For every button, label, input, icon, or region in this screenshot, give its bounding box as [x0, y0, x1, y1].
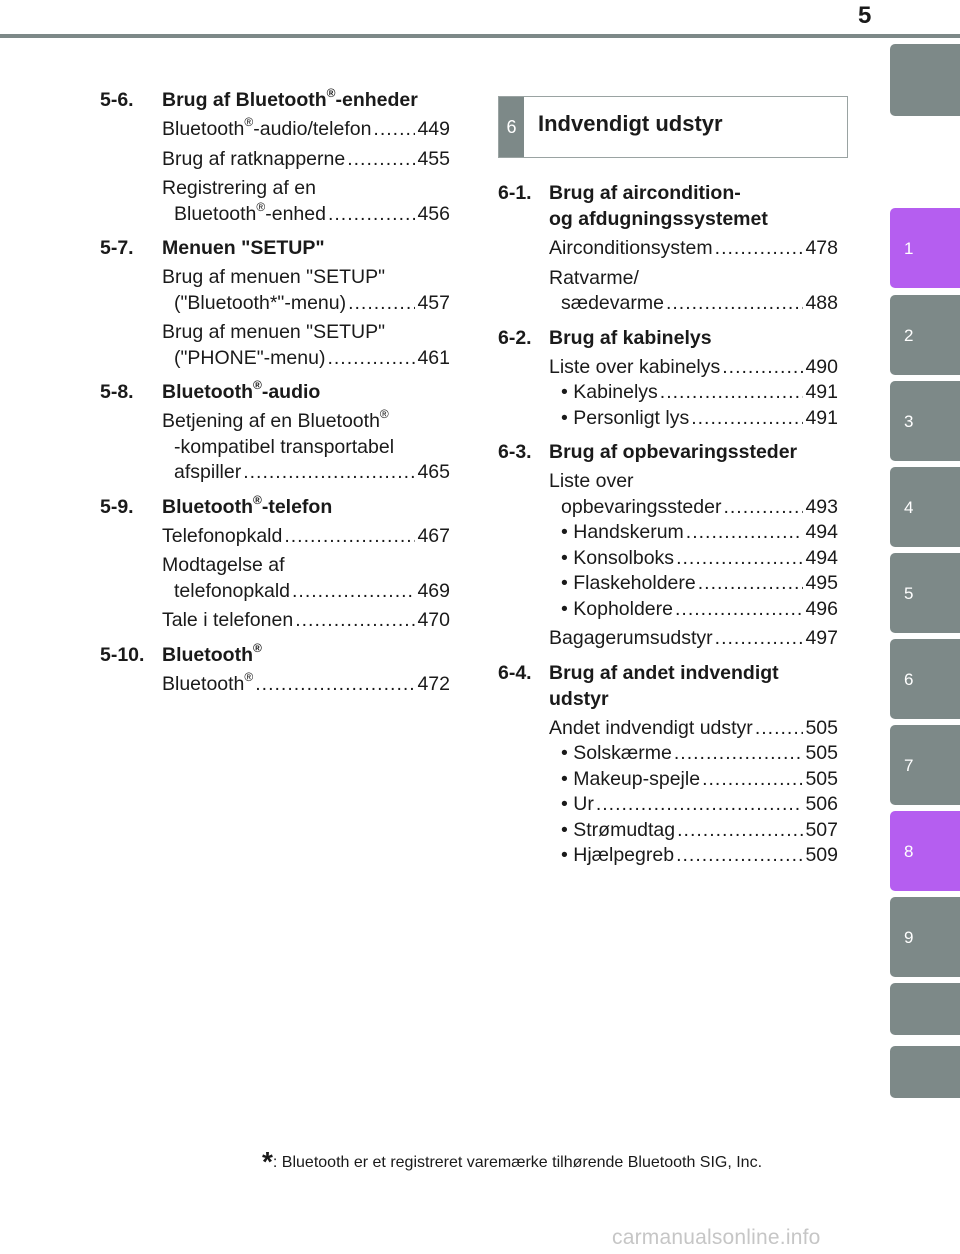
toc-entry-line — [162, 409, 450, 435]
chapter-tab-7[interactable]: 7 — [890, 725, 960, 805]
toc-section — [498, 660, 838, 869]
toc-entry[interactable] — [162, 608, 450, 634]
entry-page-number: 505 — [805, 767, 838, 790]
toc-entry-line — [549, 236, 838, 262]
entry-label: • Solskærme — [561, 742, 672, 764]
chapter-tab-4[interactable]: 4 — [890, 467, 960, 547]
section-heading[interactable] — [100, 87, 450, 113]
entry-label: • Kopholdere — [561, 597, 673, 620]
toc-entry-line — [549, 380, 838, 406]
entry-label: -kompatibel transportabel — [174, 435, 395, 458]
page-number: 5 — [858, 2, 872, 29]
entry-page-number: 497 — [805, 627, 838, 649]
entry-label: Liste over kabinelys — [549, 355, 721, 378]
watermark: carmanualsonline.info — [612, 1226, 821, 1249]
toc-entry-line — [162, 147, 450, 173]
entry-page-number: 449 — [417, 118, 450, 140]
toc-entry-line — [549, 716, 838, 742]
dot-leader — [327, 346, 415, 372]
section-heading[interactable] — [100, 235, 450, 261]
entry-page-number: 505 — [805, 716, 838, 739]
dot-leader — [698, 571, 804, 597]
section-title: Bluetooth®-audio — [162, 378, 321, 403]
dot-leader — [676, 843, 803, 869]
toc-entry-line — [162, 524, 450, 550]
entry-page-number: 494 — [805, 546, 838, 569]
section-number: 6-2. — [498, 326, 532, 349]
chapter-tab-8[interactable]: 8 — [890, 811, 960, 891]
toc-section — [498, 325, 838, 432]
entry-page-number: 457 — [417, 291, 450, 314]
entry-label: Andet indvendigt udstyr — [549, 716, 753, 739]
section-heading[interactable] — [498, 660, 838, 712]
dot-leader — [660, 380, 804, 406]
toc-section — [100, 494, 450, 634]
dot-leader — [373, 117, 415, 143]
toc-section — [100, 379, 450, 486]
entry-label: • Handskerum — [561, 521, 684, 543]
toc-section — [100, 87, 450, 227]
entry-label: • Hjælpegreb — [561, 844, 675, 866]
entry-label: • Personligt lys — [561, 406, 690, 429]
chapter-tab-9[interactable]: 9 — [890, 897, 960, 977]
footnote — [262, 1146, 762, 1178]
entry-label: sædevarme — [561, 292, 664, 314]
entry-page-number: 509 — [805, 844, 838, 866]
entry-label: Ratvarme/ — [549, 266, 639, 289]
toc-entry-line — [549, 843, 838, 869]
entry-label: ("PHONE"-menu) — [174, 346, 326, 369]
entry-label: Bagagerumsudstyr — [549, 627, 713, 649]
dot-leader — [674, 741, 804, 767]
entry-label: Bluetooth®-audio/telefon — [162, 115, 372, 140]
toc-entry-line — [162, 117, 450, 143]
entry-label: Modtagelse af — [162, 554, 285, 576]
toc-entry-line — [549, 355, 838, 381]
toc-entry[interactable] — [549, 266, 838, 317]
dot-leader — [243, 460, 415, 486]
section-number: 6-3. — [498, 441, 532, 463]
toc-section — [100, 235, 450, 371]
dot-leader — [722, 355, 803, 381]
toc-section — [498, 180, 838, 317]
section-heading[interactable] — [498, 325, 838, 351]
toc-entry[interactable] — [162, 320, 450, 371]
entry-label: • Strømudtag — [561, 818, 676, 841]
entry-label: Brug af menuen "SETUP" — [162, 266, 386, 288]
dot-leader — [295, 608, 415, 634]
toc-entry[interactable] — [162, 176, 450, 227]
toc-entry-line — [162, 579, 450, 605]
section-title: Brug af aircondition- og afdugningssystemet — [549, 182, 768, 230]
toc-entry[interactable] — [162, 117, 450, 143]
toc-entry-line — [549, 406, 838, 432]
toc-entry-line — [549, 520, 838, 546]
toc-entry[interactable] — [549, 626, 838, 652]
toc-entry-line — [162, 553, 450, 579]
toc-entry-line — [549, 741, 838, 767]
toc-entry[interactable] — [162, 147, 450, 173]
entry-label: Bluetooth®-enhed — [174, 199, 326, 225]
toc-entry-line — [162, 291, 450, 317]
entry-label: afspiller — [174, 461, 242, 483]
toc-entry-line — [549, 626, 838, 652]
entry-label: • Makeup-spejle — [561, 767, 701, 790]
section-heading[interactable] — [100, 494, 450, 520]
toc-right-column — [498, 180, 838, 877]
dot-leader — [348, 291, 415, 317]
toc-entry-line — [162, 346, 450, 372]
toc-entry-line — [549, 266, 838, 292]
entry-page-number: 491 — [805, 381, 838, 403]
entry-page-number: 455 — [417, 147, 450, 170]
entry-page-number: 495 — [805, 572, 838, 594]
section-title: Bluetooth®-telefon — [162, 492, 333, 518]
toc-entry[interactable] — [549, 716, 838, 869]
entry-page-number: 505 — [805, 742, 838, 764]
entry-label: Registrering af en — [162, 177, 316, 199]
toc-entry-line — [549, 546, 838, 572]
chapter-tab-2[interactable]: 2 — [890, 295, 960, 375]
toc-entry-line — [549, 767, 838, 793]
toc-entry[interactable] — [162, 669, 450, 698]
chapter-tab-1[interactable]: 1 — [890, 208, 960, 288]
toc-entry-line — [162, 265, 450, 291]
section-number: 5-10. — [100, 643, 145, 666]
section-title: Bluetooth® — [162, 640, 262, 666]
entry-label: Liste over — [549, 470, 634, 492]
dot-leader — [676, 546, 803, 572]
toc-entry-line — [549, 597, 838, 623]
entry-label: • Ur — [561, 793, 594, 815]
dot-leader — [596, 792, 804, 818]
toc-entry-line — [549, 291, 838, 317]
chapter-tab-blank-10[interactable] — [890, 983, 960, 1035]
section-title: Brug af Bluetooth®-enheder — [162, 86, 418, 111]
toc-entry-line — [549, 571, 838, 597]
toc-entry-line — [549, 495, 838, 521]
toc-entry[interactable] — [162, 409, 450, 486]
dot-leader — [292, 579, 415, 605]
entry-page-number: 456 — [417, 202, 450, 225]
toc-entry[interactable] — [162, 524, 450, 550]
toc-entry-line — [162, 669, 450, 698]
entry-page-number: 488 — [805, 292, 838, 314]
toc-entry[interactable] — [549, 469, 838, 622]
dot-leader — [255, 672, 415, 698]
header-rule — [0, 34, 960, 38]
dot-leader — [677, 818, 803, 844]
section-heading[interactable] — [100, 642, 450, 668]
dot-leader — [755, 716, 804, 742]
chapter-tab-5[interactable]: 5 — [890, 553, 960, 633]
chapter-heading — [498, 96, 848, 158]
toc-section — [100, 642, 450, 698]
toc-entry-line — [162, 608, 450, 634]
entry-page-number: 507 — [805, 818, 838, 841]
dot-leader — [284, 524, 415, 550]
toc-entry-line — [549, 818, 838, 844]
toc-section — [498, 439, 838, 652]
entry-page-number: 478 — [805, 237, 838, 259]
section-number: 6-1. — [498, 182, 532, 204]
entry-label: • Flaskeholdere — [561, 572, 696, 594]
dot-leader — [702, 767, 803, 793]
dot-leader — [666, 291, 803, 317]
chapter-tab-6[interactable]: 6 — [890, 639, 960, 719]
entry-page-number: 491 — [805, 406, 838, 429]
toc-entry-line — [549, 792, 838, 818]
toc-entry-line — [162, 176, 450, 202]
dot-leader — [715, 236, 804, 262]
entry-label: Telefonopkald — [162, 524, 283, 547]
entry-label: Bluetooth® — [162, 669, 254, 695]
section-heading[interactable] — [498, 439, 838, 465]
section-title: Brug af opbevaringssteder — [549, 441, 798, 463]
entry-page-number: 467 — [417, 524, 450, 547]
entry-page-number: 465 — [417, 461, 450, 483]
chapter-number: 6 — [499, 97, 524, 157]
toc-entry-line — [162, 199, 450, 228]
entry-page-number: 461 — [417, 346, 450, 369]
entry-page-number: 506 — [805, 793, 838, 815]
entry-label: • Konsolboks — [561, 546, 675, 569]
section-number: 6-4. — [498, 661, 532, 684]
entry-label: Tale i telefonen — [162, 609, 294, 631]
toc-entry[interactable] — [162, 553, 450, 604]
section-number: 5-6. — [100, 89, 134, 111]
section-number: 5-9. — [100, 495, 134, 518]
footnote-text: : Bluetooth er et registreret varemærke tilhørende Bluetooth SIG, Inc. — [272, 1154, 763, 1171]
entry-page-number: 496 — [805, 597, 838, 620]
toc-entry[interactable] — [162, 265, 450, 316]
chapter-tab-3[interactable]: 3 — [890, 381, 960, 461]
entry-label: opbevaringssteder — [561, 495, 722, 518]
dot-leader — [686, 520, 804, 546]
toc-left-column — [100, 87, 450, 705]
toc-entry-line — [162, 435, 450, 461]
entry-page-number: 490 — [805, 355, 838, 378]
toc-entry-line — [549, 469, 838, 495]
section-title: Menuen "SETUP" — [162, 237, 325, 259]
dot-leader — [715, 626, 804, 652]
chapter-tab-blank-11[interactable] — [890, 1046, 960, 1098]
dot-leader — [675, 597, 803, 623]
entry-label: Brug af ratknapperne — [162, 147, 346, 170]
toc-entry-line — [162, 320, 450, 346]
section-title: Brug af kabinelys — [549, 326, 712, 349]
toc-entry[interactable] — [549, 355, 838, 432]
entry-label: ("Bluetooth*"-menu) — [174, 291, 347, 314]
dot-leader — [347, 147, 415, 173]
section-heading[interactable] — [100, 379, 450, 405]
section-heading[interactable] — [498, 180, 838, 232]
entry-page-number: 469 — [417, 579, 450, 602]
chapter-tab-blank-0[interactable] — [890, 44, 960, 116]
entry-page-number: 494 — [805, 521, 838, 543]
chapter-title: Indvendigt udstyr — [538, 111, 723, 136]
entry-label: Brug af menuen "SETUP" — [162, 321, 386, 343]
footnote-star: * — [262, 1146, 273, 1177]
toc-entry[interactable] — [549, 236, 838, 262]
dot-leader — [691, 406, 803, 432]
section-number: 5-8. — [100, 381, 134, 403]
dot-leader — [723, 495, 803, 521]
entry-page-number: 493 — [805, 495, 838, 518]
entry-label: Airconditionsystem — [549, 237, 713, 259]
entry-label: • Kabinelys — [561, 381, 658, 403]
dot-leader — [328, 202, 415, 228]
entry-page-number: 470 — [417, 609, 450, 631]
entry-label: Betjening af en Bluetooth® — [162, 407, 389, 432]
entry-label: telefonopkald — [174, 579, 291, 602]
section-number: 5-7. — [100, 237, 134, 259]
toc-entry-line — [162, 460, 450, 486]
section-title: Brug af andet indvendigt udstyr — [549, 661, 779, 710]
entry-page-number: 472 — [417, 672, 450, 695]
